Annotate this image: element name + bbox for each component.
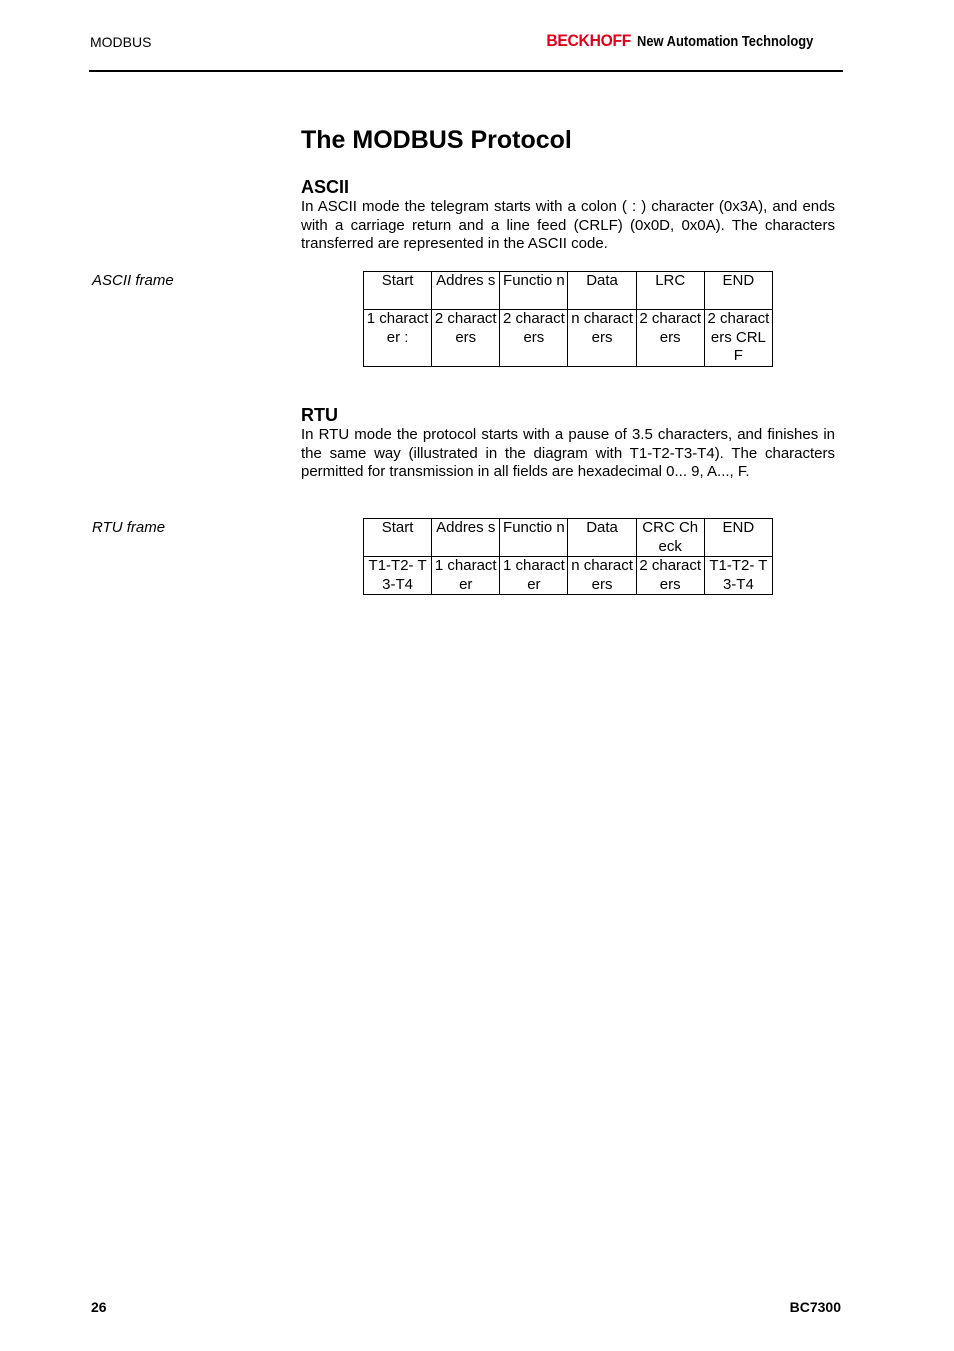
table-cell: 2 charact ers xyxy=(636,557,704,595)
table-cell: T1-T2- T3-T4 xyxy=(364,557,432,595)
rtu-paragraph: In RTU mode the protocol starts with a pause of 3.5 characters, and finishes in the same way (illustrated in the diagram with T1-T2-T3-T4). The characters permitted for transmission in all fields are hexadecimal 0... 9, A..., F. xyxy=(301,426,835,481)
running-header-section: MODBUS xyxy=(90,34,152,50)
table-header-cell: Data xyxy=(568,272,636,310)
table-header-row xyxy=(364,272,773,310)
table-header-cell: Start xyxy=(364,519,432,557)
rtu-frame-label: RTU frame xyxy=(92,519,166,536)
table-row xyxy=(364,310,773,367)
document-id: BC7300 xyxy=(789,1299,841,1315)
table-header-cell: CRC Check xyxy=(636,519,704,557)
rtu-heading: RTU xyxy=(301,405,338,425)
table-cell: T1-T2- T3-T4 xyxy=(704,557,772,595)
page-number: 26 xyxy=(91,1299,107,1315)
table-header-cell: Start xyxy=(364,272,432,310)
header-rule xyxy=(89,70,843,72)
table-cell: 2 charact ers CRLF xyxy=(704,310,772,367)
table-header-cell: Functio n xyxy=(500,272,568,310)
table-row xyxy=(364,557,773,595)
ascii-paragraph: In ASCII mode the telegram starts with a colon ( : ) character (0x3A), and ends with a carriage return and a line feed (CRLF) (0x0D, 0x0A). The characters transferred are represented in the ASCII code. xyxy=(301,198,835,253)
table-cell: 2 charact ers xyxy=(500,310,568,367)
rtu-frame-table xyxy=(363,518,773,595)
table-cell: 1 charact er xyxy=(500,557,568,595)
table-cell: 2 charact ers xyxy=(636,310,704,367)
table-cell: 1 charact er xyxy=(432,557,500,595)
table-header-cell: END xyxy=(704,272,772,310)
table-header-cell: Data xyxy=(568,519,636,557)
table-header-cell: Addres s xyxy=(432,519,500,557)
table-header-cell: END xyxy=(704,519,772,557)
ascii-frame-label: ASCII frame xyxy=(92,272,174,289)
page-title: The MODBUS Protocol xyxy=(301,126,572,154)
table-header-cell: LRC xyxy=(636,272,704,310)
ascii-heading: ASCII xyxy=(301,177,350,197)
ascii-frame-table xyxy=(363,271,773,367)
brand-tagline: New Automation Technology xyxy=(637,33,814,50)
table-cell: 2 charact ers xyxy=(432,310,500,367)
beckhoff-logo-text: BECKHOFF xyxy=(546,31,631,50)
table-header-cell: Addres s xyxy=(432,272,500,310)
table-header-cell: Functio n xyxy=(500,519,568,557)
table-cell: 1 charact er : xyxy=(364,310,432,367)
table-cell: n charact ers xyxy=(568,557,636,595)
table-cell: n charact ers xyxy=(568,310,636,367)
brand-logo xyxy=(539,31,842,51)
table-header-row xyxy=(364,519,773,557)
